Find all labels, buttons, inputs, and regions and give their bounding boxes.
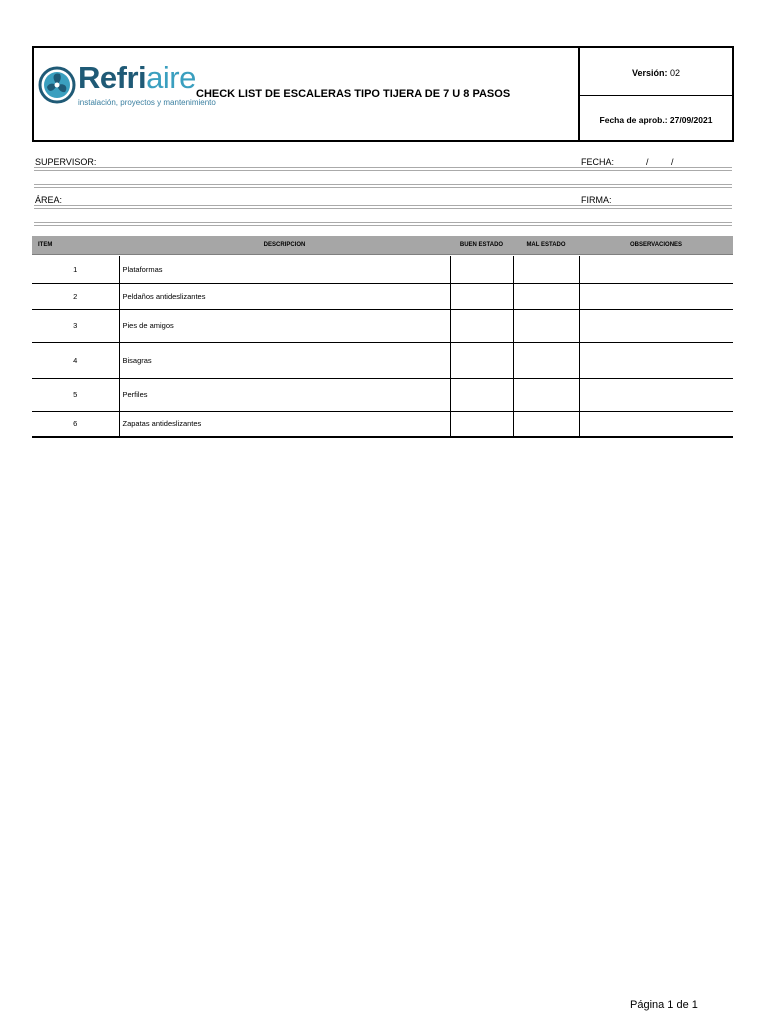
approval-date: Fecha de aprob.: 27/09/2021 (599, 115, 713, 125)
version-value: 02 (670, 68, 681, 78)
header-item: ITEM (32, 236, 119, 255)
mal-estado-cell[interactable] (513, 411, 579, 437)
row-item: 3 (32, 309, 119, 342)
row-description: Plataformas (119, 256, 450, 283)
table-header-row (32, 236, 733, 255)
divider-line (34, 205, 732, 209)
buen-estado-cell[interactable] (450, 411, 513, 437)
version-text (580, 68, 732, 78)
row-item: 4 (32, 342, 119, 378)
logo-brand-part2: aire (146, 60, 196, 95)
observaciones-cell[interactable] (579, 411, 733, 437)
logo-brand-part1: Refri (78, 60, 147, 95)
table-row (32, 309, 733, 342)
row-description: Pies de amigos (119, 309, 450, 342)
fecha-separator-2: / (671, 157, 674, 167)
header-observaciones: OBSERVACIONES (579, 236, 733, 255)
buen-estado-cell[interactable] (450, 309, 513, 342)
row-description: Zapatas antideslizantes (119, 411, 450, 437)
mal-estado-cell[interactable] (513, 309, 579, 342)
table-row (32, 378, 733, 411)
checklist-table (32, 236, 733, 438)
logo-brand-name (78, 62, 196, 94)
row-description: Perfiles (119, 378, 450, 411)
table-row (32, 411, 733, 437)
document-header (32, 46, 734, 142)
table-row (32, 283, 733, 309)
header-mal-estado: MAL ESTADO (513, 236, 579, 255)
row-description: Peldaños antideslizantes (119, 283, 450, 309)
table-row (32, 342, 733, 378)
observaciones-cell[interactable] (579, 342, 733, 378)
mal-estado-cell[interactable] (513, 283, 579, 309)
version-label: Versión: (631, 68, 668, 78)
company-logo (38, 58, 216, 114)
observaciones-cell[interactable] (579, 309, 733, 342)
header-descripcion: DESCRIPCION (119, 236, 450, 255)
header-meta-box (578, 48, 732, 140)
fecha-separator-1: / (646, 157, 649, 167)
page-number: Página 1 de 1 (630, 999, 698, 1011)
divider-line (34, 184, 732, 188)
buen-estado-cell[interactable] (450, 256, 513, 283)
supervisor-label: SUPERVISOR: (35, 157, 97, 167)
firma-label: FIRMA: (581, 195, 612, 205)
version-cell (580, 48, 732, 96)
buen-estado-cell[interactable] (450, 342, 513, 378)
table-row (32, 256, 733, 283)
row-item: 6 (32, 411, 119, 437)
buen-estado-cell[interactable] (450, 283, 513, 309)
document-title: CHECK LIST DE ESCALERAS TIPO TIJERA DE 7 U 8 PASOS (196, 88, 511, 100)
buen-estado-cell[interactable] (450, 378, 513, 411)
row-item: 5 (32, 378, 119, 411)
row-item: 1 (32, 256, 119, 283)
row-description: Bisagras (119, 342, 450, 378)
row-item: 2 (32, 283, 119, 309)
fecha-label: FECHA: (581, 157, 615, 167)
header-buen-estado: BUEN ESTADO (450, 236, 513, 255)
mal-estado-cell[interactable] (513, 256, 579, 283)
divider-line (34, 222, 732, 226)
observaciones-cell[interactable] (579, 256, 733, 283)
area-label: ÁREA: (35, 195, 63, 205)
mal-estado-cell[interactable] (513, 378, 579, 411)
mal-estado-cell[interactable] (513, 342, 579, 378)
divider-line (34, 167, 732, 171)
fan-logo-icon (38, 62, 76, 108)
logo-tagline: instalación, proyectos y mantenimiento (78, 98, 216, 107)
observaciones-cell[interactable] (579, 378, 733, 411)
observaciones-cell[interactable] (579, 283, 733, 309)
